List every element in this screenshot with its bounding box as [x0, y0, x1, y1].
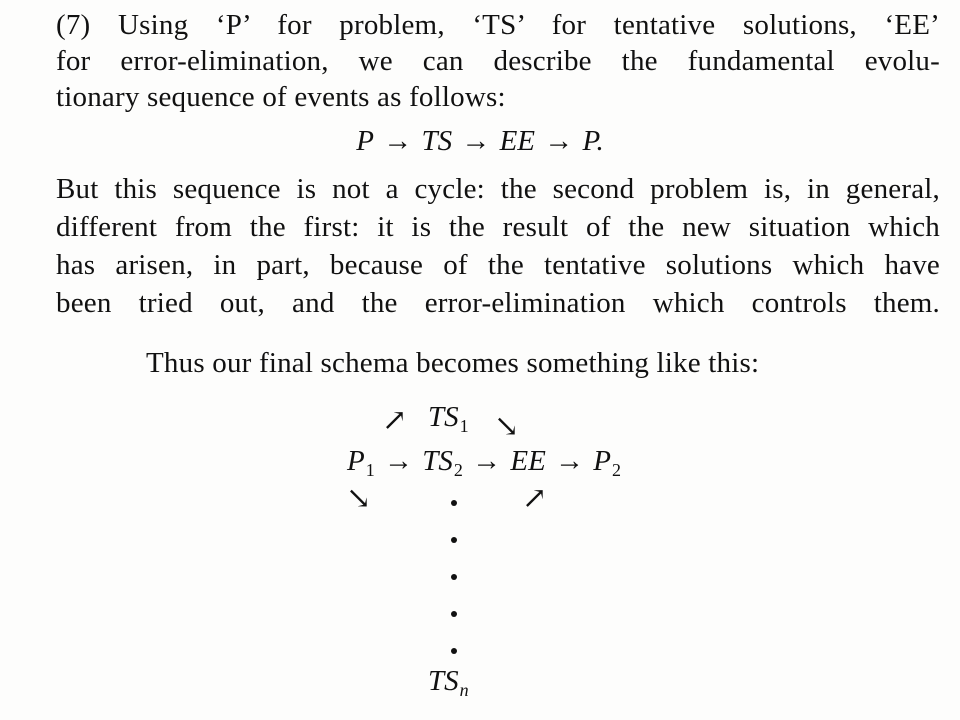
ellipsis-dot-1	[451, 500, 457, 506]
ellipsis-dot-2	[451, 537, 457, 543]
paragraph-2-line-1	[56, 172, 940, 206]
arrow-up-right-bottom: ↗	[522, 482, 548, 515]
ts2-sub: 2	[453, 460, 463, 480]
arrow-down-right-top: ↘	[494, 410, 520, 443]
paragraph-2-line-3	[56, 248, 940, 282]
chain-arrow-3: →	[555, 445, 585, 477]
ts2-text: TS	[422, 445, 453, 477]
para2-l3-text: has arisen, in part, because of the tentative solutions which have	[56, 249, 940, 281]
arrow-up-right-top: ↗	[382, 404, 408, 437]
para1-l2-text: for error-elimination, we can describe the fundamental evolu-	[56, 45, 940, 77]
ellipsis-dot-5	[451, 648, 457, 654]
schema-intro-text: Thus our final schema becomes something like this:	[146, 347, 760, 379]
ts1-label	[428, 400, 469, 443]
tsn-sub: n	[459, 680, 469, 700]
paragraph-2-line-2	[56, 210, 940, 244]
seq-arrow-2: →	[461, 125, 491, 157]
main-chain	[347, 444, 621, 487]
para2-l2-text: different from the first: it is the result of the new situation which	[56, 211, 940, 243]
schema-intro	[146, 346, 759, 380]
para1-l3-text: tionary sequence of events as follows:	[56, 81, 506, 113]
ee-text: EE	[510, 445, 546, 477]
chain-arrow-1: →	[383, 445, 413, 477]
seq-ts: TS	[421, 125, 453, 157]
seq-end: P.	[582, 125, 604, 157]
ellipsis-dot-4	[451, 611, 457, 617]
paragraph-1-line-3	[56, 80, 506, 114]
para1-l1-text: (7) Using ‘P’ for problem, ‘TS’ for tentative solutions, ‘EE’	[56, 9, 940, 41]
sequence-formula	[0, 124, 960, 158]
p2-sub: 2	[612, 460, 622, 480]
para2-l4-text: been tried out, and the error-elimination which controls them.	[56, 287, 940, 319]
seq-ee: EE	[499, 125, 536, 157]
seq-arrow-3: →	[544, 125, 574, 157]
tsn-label	[428, 664, 469, 707]
paragraph-1-line-2	[56, 44, 940, 78]
p2-text: P	[593, 445, 612, 477]
paragraph-2-line-4	[56, 286, 940, 320]
ts1-text: TS	[428, 401, 459, 433]
arrow-down-right-bottom: ↘	[346, 482, 372, 515]
tsn-text: TS	[428, 665, 459, 697]
seq-p: P	[356, 125, 374, 157]
ts1-sub: 1	[459, 416, 469, 436]
p1-sub: 1	[365, 460, 375, 480]
ellipsis-dot-3	[451, 574, 457, 580]
p1-text: P	[347, 445, 365, 477]
seq-arrow-1: →	[383, 125, 413, 157]
para2-l1-text: But this sequence is not a cycle: the second problem is, in general,	[56, 173, 940, 205]
paragraph-1-line-1	[56, 8, 940, 42]
chain-arrow-2: →	[472, 445, 502, 477]
